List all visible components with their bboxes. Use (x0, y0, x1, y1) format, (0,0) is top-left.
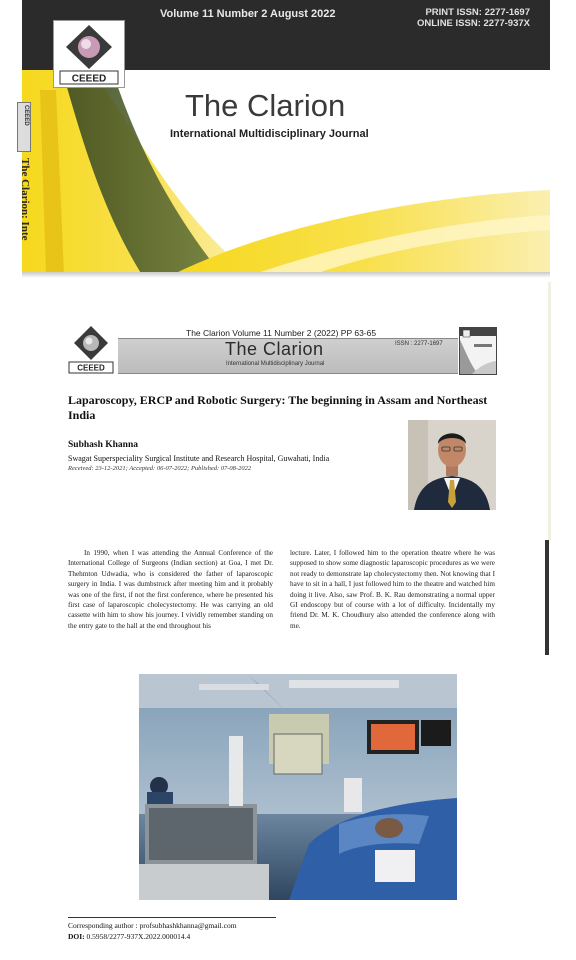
body-column-left (68, 548, 273, 631)
cover-logo-text: CEEED (71, 73, 107, 85)
journal-header-subtitle: International Multidisciplinary Journal (226, 361, 325, 367)
author-photo (408, 420, 496, 510)
spine-logo-text: CEEED (23, 105, 29, 126)
journal-cover (0, 0, 576, 278)
operating-room-photo (139, 674, 457, 900)
article-dates: Received: 23-12-2021; Accepted: 06-07-2022; Published: 07-08-2022 (68, 465, 252, 472)
cover-issn-block (417, 7, 530, 29)
spine-title (17, 158, 31, 278)
page-edge (548, 282, 551, 540)
cover-title: The Clarion (185, 88, 346, 123)
cover-bottom-shadow (22, 272, 550, 278)
spine-title-text: The Clarion: Inte (19, 158, 31, 241)
cover-artwork (22, 70, 550, 275)
footnote-divider (68, 917, 276, 918)
spine-logo (17, 102, 31, 152)
cover-logo (53, 20, 125, 88)
header-logo-text: CEEED (77, 363, 105, 373)
cover-print-issn: PRINT ISSN: 2277-1697 (425, 7, 530, 18)
body-paragraph-right: lecture. Later, I followed him to the operation theatre where he was supposed to show some diagnostic laparoscopic procedures as we were not ready to demonstrate lap cholecystectomy then. Not knowing that I have to sit in a hall, I just followed him to the theatre and watched him doing it live. Also, saw Prof. B. K. Rau demonstrating a normal upper GI endoscopy but of course with a lot of difficulty. Incidentally my friend Dr. M. K. Choudhury also attended the conference along with me. (290, 549, 495, 630)
body-column-right (290, 548, 495, 631)
cover-volume-line: Volume 11 Number 2 August 2022 (160, 8, 336, 20)
journal-header-title: The Clarion (225, 339, 324, 359)
corresponding-author: Corresponding author : profsubhashkhanna@gmail.com (68, 921, 237, 930)
doi-value: 0.5958/2277-937X.2022.000014.4 (84, 932, 191, 941)
author-affiliation: Swagat Superspeciality Surgical Institute and Research Hospital, Guwahati, India (68, 454, 330, 463)
cover-subtitle: International Multidisciplinary Journal (170, 128, 369, 140)
doi-line (68, 932, 190, 941)
cover-online-issn: ONLINE ISSN: 2277-937X (417, 18, 530, 29)
article-title: Laparoscopy, ERCP and Robotic Surgery: The beginning in Assam and Northeast India (68, 393, 488, 422)
header-logo (67, 324, 115, 374)
article-author: Subhash Khanna (68, 440, 138, 450)
article-citation: The Clarion Volume 11 Number 2 (2022) PP 63-65 (186, 328, 377, 338)
right-edge-bar (545, 540, 549, 655)
journal-header-issn: ISSN : 2277-1697 (395, 341, 443, 347)
journal-cover-thumbnail (459, 327, 497, 375)
doi-label: DOI: (68, 932, 85, 941)
body-paragraph-left: In 1990, when I was attending the Annual Conference of the International College of Surgeons (Indian section) at Goa, I met Dr. Thehmton Udwadia, who is considered the father of laparoscopic surgery in India. I was dumbstruck after meeting him and it probably was one of the first, if not the first conference, where he presented his first case of laparoscopic cholecystectomy. He was carrying an old cassette with him to show his journey. I vividly remember standing on the entry gate to the hall at the end throughout his (68, 549, 273, 630)
